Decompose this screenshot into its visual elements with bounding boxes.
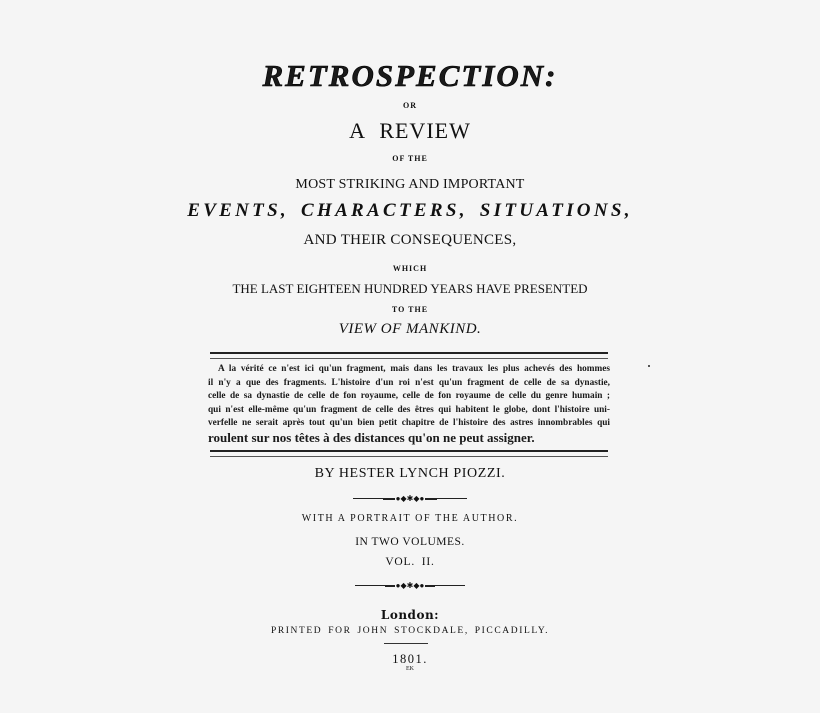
- imprint-printer: PRINTED FOR JOHN STOCKDALE, PICCADILLY.: [270, 626, 550, 636]
- ornament-bar: [355, 585, 385, 586]
- double-rule-divider: [210, 450, 608, 457]
- ornament-glyph-icon: ●◆✱◆●: [395, 493, 425, 503]
- subtitle-a-review: A REVIEW: [349, 118, 471, 143]
- connector-or: OR: [403, 101, 417, 110]
- epigraph-line: il n'y a que des fragments. L'histoire d'un roi n'est qu'un fragment de celle de sa dynastie,: [208, 377, 610, 388]
- last-eighteen-hundred-years-line: THE LAST EIGHTEEN HUNDRED YEARS HAVE PRESENTED: [232, 281, 588, 296]
- ornamental-divider: [0, 581, 820, 590]
- epigraph-line: A la vérité ce n'est ici qu'un fragment, mais dans les travaux les plus achevés des hommes: [218, 364, 610, 374]
- volumes-note: IN TWO VOLUMES.: [355, 536, 465, 548]
- portrait-note: WITH A PORTRAIT OF THE AUTHOR.: [301, 513, 519, 524]
- epigraph-line: roulent sur nos têtes à des distances qu'on ne peut assigner.: [208, 429, 535, 445]
- most-striking-line: MOST STRIKING AND IMPORTANT: [295, 177, 525, 192]
- ornament-bar: [385, 585, 395, 587]
- connector-which: WHICH: [392, 264, 428, 273]
- ornament-bar: [353, 498, 383, 499]
- short-rule-divider: [384, 643, 428, 644]
- book-title: RETROSPECTION:: [262, 58, 558, 93]
- connector-to-the: TO THE: [391, 305, 429, 314]
- epigraph-line: celle de sa dynastie de celle de fon royaume, celle de fon royaume de celle du genre humain ;: [208, 391, 610, 402]
- imprint-city: London:: [380, 608, 440, 622]
- epigraph-line: qui n'est elle-même qu'un fragment de celle des êtres qui habitent le globe, dont l'histoire uni-: [208, 404, 610, 415]
- imprint-year: 1801.: [392, 652, 428, 666]
- scan-speck: [648, 365, 650, 367]
- ornament-bar: [383, 498, 395, 500]
- french-epigraph: [208, 363, 610, 445]
- ornament-glyph-icon: ●◆✱◆●: [395, 580, 425, 590]
- ornament-bar: [425, 585, 435, 587]
- ornamental-divider: [0, 494, 820, 503]
- ornament-bar: [425, 498, 437, 500]
- events-characters-situations-line: EVENTS, CHARACTERS, SITUATIONS,: [187, 200, 633, 221]
- author-byline: BY HESTER LYNCH PIOZZI.: [314, 466, 506, 481]
- consequences-line: AND THEIR CONSEQUENCES,: [303, 232, 517, 248]
- signature-mark: EK: [406, 666, 414, 672]
- volume-number: VOL. II.: [385, 556, 435, 568]
- epigraph-line: verfelle ne serait après tout qu'un bien petit chapitre de l'histoire des astres innombrables qui: [208, 418, 610, 429]
- double-rule-divider: [210, 352, 608, 359]
- ornament-bar: [437, 498, 467, 499]
- connector-of-the: OF THE: [392, 154, 428, 163]
- ornament-bar: [435, 585, 465, 586]
- view-of-mankind-line: VIEW OF MANKIND.: [338, 321, 482, 337]
